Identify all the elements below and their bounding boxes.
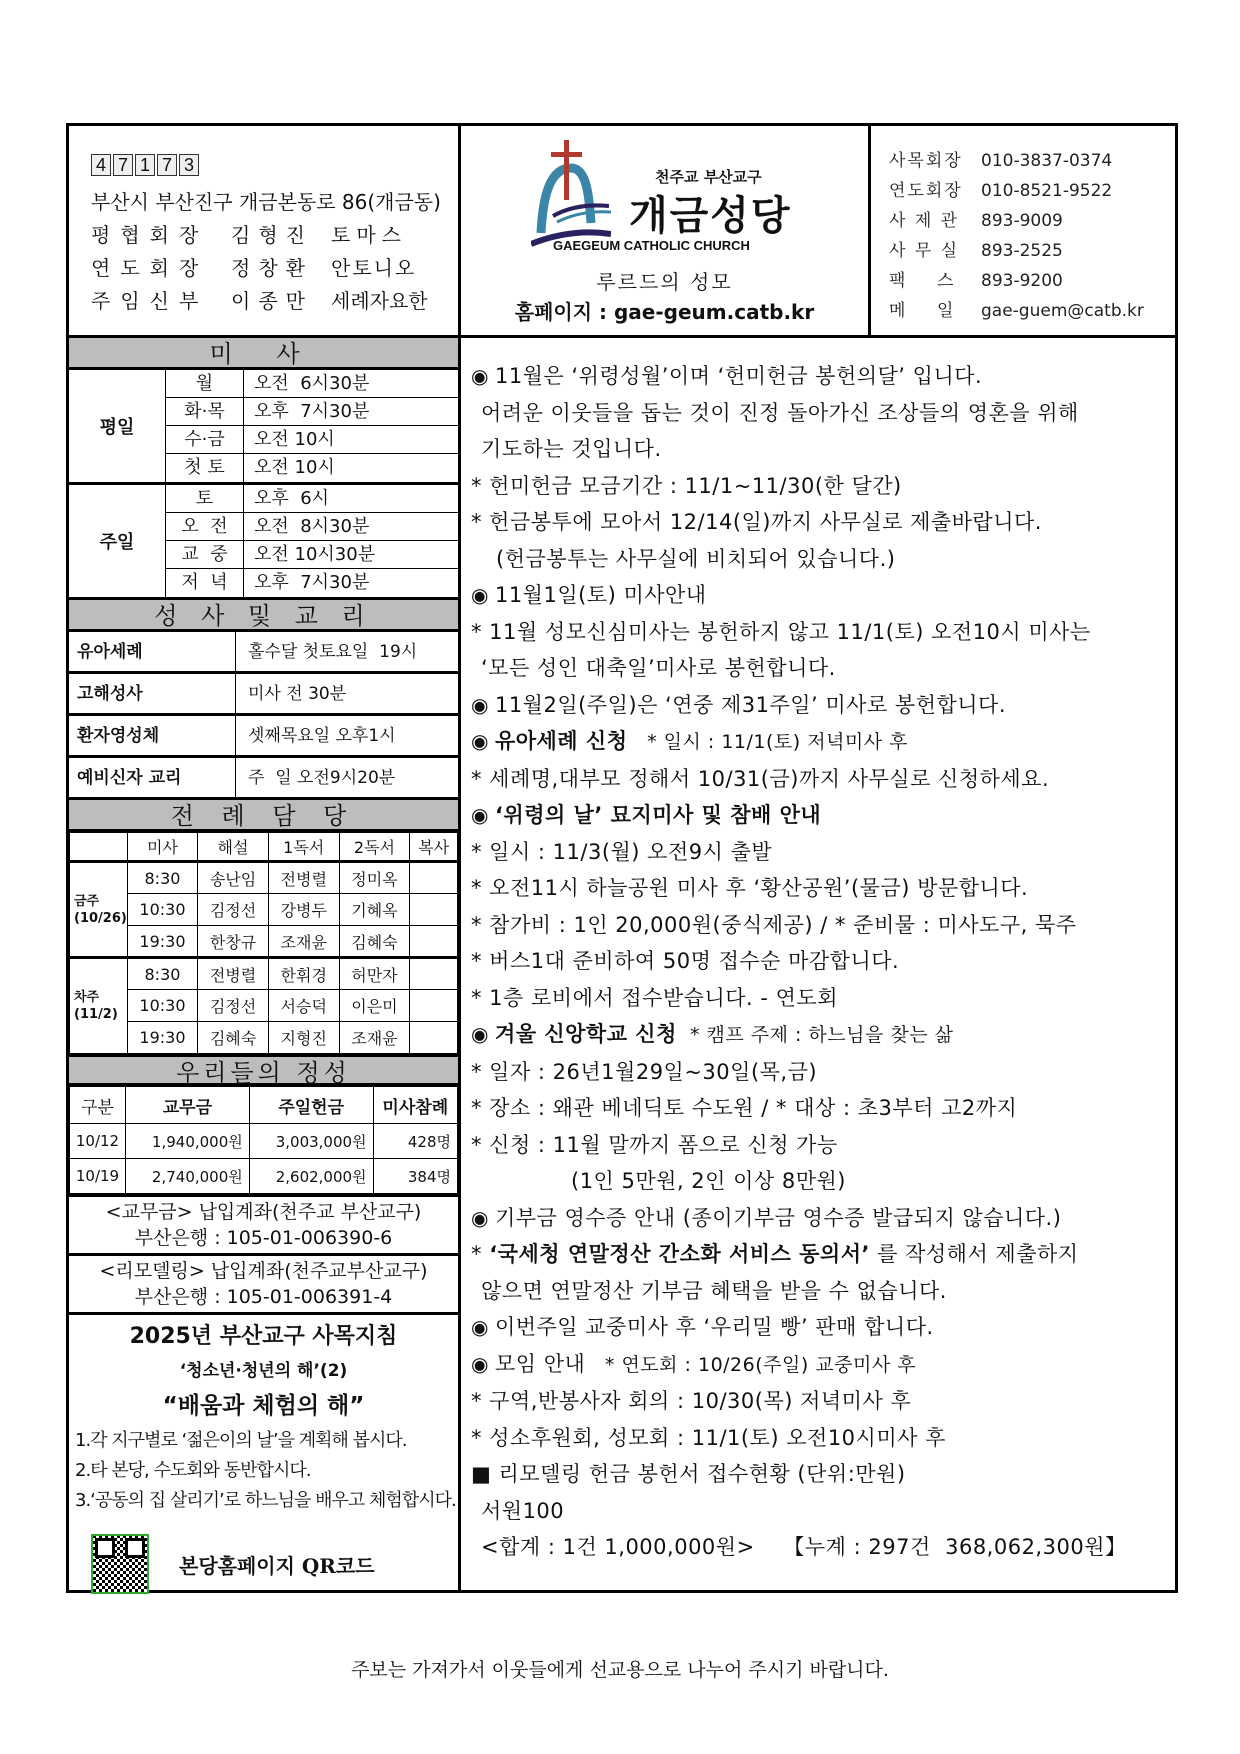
footer-note: 주보는 가져가서 이웃들에게 선교용으로 나누어 주시기 바랍니다. — [351, 1659, 889, 1681]
notice-line: * 장소 : 왜관 베네딕토 수도원 / * 대상 : 초3부터 고2까지 — [471, 1096, 1018, 1120]
notice-line: * 버스1대 준비하여 50명 접수순 마감합니다. — [471, 949, 900, 973]
patron-saint: 루르드의 성모 — [596, 270, 733, 294]
church-name: 개금성당 — [629, 193, 792, 239]
church-logo-icon — [531, 138, 611, 248]
table-header: 미사 해설 1독서 2독서 복사 — [70, 833, 458, 862]
notice-line: (1인 5만원, 2인 이상 8만원) — [571, 1169, 846, 1193]
postal-code: 4 7 1 7 3 — [91, 154, 458, 176]
mass-row: 교 중 오전 10시30분 — [166, 541, 458, 569]
radio-bullet-icon: ◉ — [471, 692, 489, 717]
notice-line: * 11월 성모신심미사는 봉헌하지 않고 11/1(토) 오전10시 미사는 — [471, 619, 1091, 644]
radio-bullet-icon: ◉ — [471, 729, 489, 753]
contact-row: 연도회장 010-8521-9522 — [889, 181, 1113, 201]
notice-line: 어려운 이웃들을 돕는 것이 진정 돌아가신 조상들의 영혼을 위해 — [481, 400, 1079, 425]
homepage-link[interactable]: gae-geum.catb.kr — [613, 300, 815, 324]
sacraments-section-title: 성 사 및 교 리 — [69, 600, 458, 632]
notice-line: ◉ 11월1일(토) 미사안내 — [471, 583, 707, 607]
notice-line: * 1층 로비에서 접수받습니다. - 연도회 — [471, 985, 838, 1010]
qr-row — [69, 1534, 458, 1594]
notice-line: 않으면 연말정산 기부금 혜택을 받을 수 없습니다. — [481, 1278, 947, 1303]
table-row: 10/19 2,740,000원 2,602,000원 384명 — [70, 1159, 458, 1194]
diocese-name: 천주교 부산교구 — [655, 168, 762, 186]
table-row: 10:30 김정선 강병두 기혜옥 — [70, 894, 458, 926]
table-header: 구분 교무금 주일헌금 미사참례 — [70, 1087, 458, 1124]
notice-line: * 오전11시 하늘공원 미사 후 ‘황산공원’(물금) 방문합니다. — [471, 876, 1029, 900]
homepage: 홈페이지 : gae-geum.catb.kr — [514, 300, 815, 324]
header — [69, 126, 1175, 338]
left-column — [69, 338, 461, 1590]
radio-bullet-icon: ◉ — [471, 583, 489, 607]
table-row: 10/12 1,940,000원 3,003,000원 428명 — [70, 1124, 458, 1159]
week-label: 차주(11/2) — [70, 958, 128, 1054]
table-row: 차주(11/2) 8:30 전병렬 한휘경 허만자 — [70, 958, 458, 990]
sacrament-row: 예비신자 교리 주 일 오전9시20분 — [69, 758, 458, 800]
weekday-mass: 평일 월 오전 6시30분 화·목 오후 7시30분 수·금 오전 10시 첫 토 오전 10시 — [69, 370, 458, 485]
contact-row: 사 무 실 893-2525 — [889, 241, 1063, 261]
notice-line: * 헌금봉투에 모아서 12/14(일)까지 사무실로 제출바랍니다. — [471, 510, 1042, 534]
email-link[interactable]: gae-guem@catb.kr — [981, 301, 1144, 321]
notice-line: 서원100 — [481, 1498, 565, 1523]
notice-line: ◉ 이번주일 교중미사 후 ‘우리밀 빵’ 판매 합니다. — [471, 1315, 934, 1339]
contact-row: 팩 스 893-9200 — [889, 271, 1063, 291]
parish-info — [69, 126, 461, 335]
contact-row: 사목회장 010-3837-0374 — [889, 151, 1113, 171]
liturgy-table — [69, 832, 458, 1054]
notice-line: * 참가비 : 1인 20,000원(중식제공) / * 준비물 : 미사도구, 묵주 — [471, 912, 1077, 937]
bulletin-sheet — [66, 123, 1178, 1593]
notice-line: ◉ 겨울 신앙학교 신청 * 캠프 주제 : 하느님을 찾는 삶 — [471, 1022, 954, 1046]
church-logo-block — [461, 126, 871, 335]
week-label: 금주(10/26) — [70, 862, 128, 958]
radio-bullet-icon: ◉ — [471, 1315, 489, 1339]
contacts — [871, 126, 1175, 335]
sacrament-row: 환자영성체 셋째목요일 오후1시 — [69, 716, 458, 758]
sacrament-row: 유아세례 홀수달 첫토요일 19시 — [69, 632, 458, 674]
dues-account: <교무금> 납입계좌(천주교 부산교구) 부산은행 : 105-01-006390-6 — [69, 1194, 458, 1253]
notice-line: <합계 : 1건 1,000,000원> 【누계 : 297건 368,062,300원】 — [481, 1535, 1127, 1559]
church-english-name: GAEGEUM CATHOLIC CHURCH — [553, 238, 750, 253]
notice-line: ◉ ‘위령의 날’ 묘지미사 및 참배 안내 — [471, 803, 822, 827]
contact-row: 메 일 gae-guem@catb.kr — [889, 301, 1144, 321]
sacrament-row: 고해성사 미사 전 30분 — [69, 674, 458, 716]
notice-line: ◉ 모임 안내 * 연도회 : 10/26(주일) 교중미사 후 — [471, 1351, 917, 1376]
officer-row: 연도회장 정창환 안토니오 — [91, 256, 417, 280]
notice-line: * ‘국세청 연말정산 간소화 서비스 동의서’ 를 작성해서 제출하지 — [471, 1242, 1079, 1266]
notice-line: * 세례명,대부모 정해서 10/31(금)까지 사무실로 신청하세요. — [471, 766, 1050, 791]
officer-row: 주임신부 이종만 세례자요한 — [91, 289, 428, 313]
table-row: 19:30 한창규 조재윤 김혜숙 — [70, 926, 458, 958]
offerings-section-title: 우리들의 정성 — [69, 1054, 458, 1086]
radio-bullet-icon: ◉ — [471, 1022, 489, 1046]
qr-code-icon[interactable] — [91, 1534, 149, 1594]
radio-bullet-icon: ◉ — [471, 803, 489, 827]
officer-row: 평협회장 김형진 토마스 — [91, 223, 407, 247]
notice-line: ◉ 유아세례 신청 * 일시 : 11/1(토) 저녁미사 후 — [471, 729, 909, 753]
notice-line: ◉ 11월2일(주일)은 ‘연중 제31주일’ 미사로 봉헌합니다. — [471, 692, 1007, 717]
notice-line: ◉ 기부금 영수증 안내 (종이기부금 영수증 발급되지 않습니다.) — [471, 1205, 1062, 1230]
notice-line: * 성소후원회, 성모회 : 11/1(토) 오전10시미사 후 — [471, 1425, 946, 1450]
notice-line: ◉ 11월은 ‘위령성월’이며 ‘헌미헌금 봉헌의달’ 입니다. — [471, 364, 983, 388]
mass-row: 오 전 오전 8시30분 — [166, 513, 458, 541]
mass-row: 토 오후 6시 — [166, 485, 458, 513]
address: 부산시 부산진구 개금본동로 86(개금동) — [91, 190, 441, 214]
mass-row: 월 오전 6시30분 — [166, 370, 458, 398]
mass-row: 수·금 오전 10시 — [166, 426, 458, 454]
qr-label: 본당홈페이지 QR코드 — [179, 1553, 375, 1578]
notice-line: * 일시 : 11/3(월) 오전9시 출발 — [471, 839, 773, 864]
notice-line: * 구역,반봉사자 회의 : 10/30(목) 저녁미사 후 — [471, 1389, 912, 1413]
notices — [461, 338, 1175, 1590]
notice-line: * 헌미헌금 모금기간 : 11/1~11/30(한 달간) — [471, 473, 902, 498]
notice-line: * 일자 : 26년1월29일~30일(목,금) — [471, 1059, 818, 1084]
mass-row: 저 녁 오후 7시30분 — [166, 569, 458, 597]
mass-row: 첫 토 오전 10시 — [166, 454, 458, 482]
remodeling-account: <리모델링> 납입계좌(천주교부산교구) 부산은행 : 105-01-006391-4 — [69, 1253, 458, 1312]
notice-line: 기도하는 것입니다. — [481, 437, 662, 461]
liturgy-section-title: 전 례 담 당 — [69, 800, 458, 832]
mass-section-title: 미 사 — [69, 338, 458, 370]
sunday-mass: 주일 토 오후 6시 오 전 오전 8시30분 교 중 오전 10시30분 저 녁 오후 7시30분 — [69, 485, 458, 600]
contact-row: 사 제 관 893-9009 — [889, 211, 1063, 231]
guideline-items: 1.각 지구별로 ‘젊은이의 날’을 계획해 봅시다. 2.타 본당, 수도회와 동반합시다. 3.‘공동의 집 살리기’로 하느님을 배우고 체험합시다. — [75, 1430, 456, 1511]
table-row: 19:30 김혜숙 지형진 조재윤 — [70, 1022, 458, 1054]
table-row: 10:30 김정선 서승덕 이은미 — [70, 990, 458, 1022]
notice-line: ■ 리모델링 헌금 봉헌서 접수현황 (단위:만원) — [471, 1462, 906, 1486]
notice-line: (헌금봉투는 사무실에 비치되어 있습니다.) — [496, 546, 896, 571]
notice-line: ‘모든 성인 대축일’미사로 봉헌합니다. — [481, 656, 836, 680]
mass-row: 화·목 오후 7시30분 — [166, 398, 458, 426]
radio-bullet-icon: ◉ — [471, 1205, 489, 1230]
pastoral-guidelines: 2025년 부산교구 사목지침 ‘청소년·청년의 해’(2) “배움과 체험의 해” 1.각 지구별로 ‘젊은이의 날’을 계획해 봅시다. 2.타 본당, 수도회와 동반합시다. 3.‘공동의 집 살리기’로 하느님을 배우고 체험합시다. 본당홈페이지 QR코드 — [69, 1312, 458, 1594]
radio-bullet-icon: ◉ — [471, 1351, 489, 1376]
radio-bullet-icon: ◉ — [471, 364, 489, 388]
table-row: 금주(10/26) 8:30 송난임 전병렬 정미옥 — [70, 862, 458, 894]
notice-line: * 신청 : 11월 말까지 폼으로 신청 가능 — [471, 1132, 838, 1157]
offerings-table — [69, 1086, 458, 1194]
